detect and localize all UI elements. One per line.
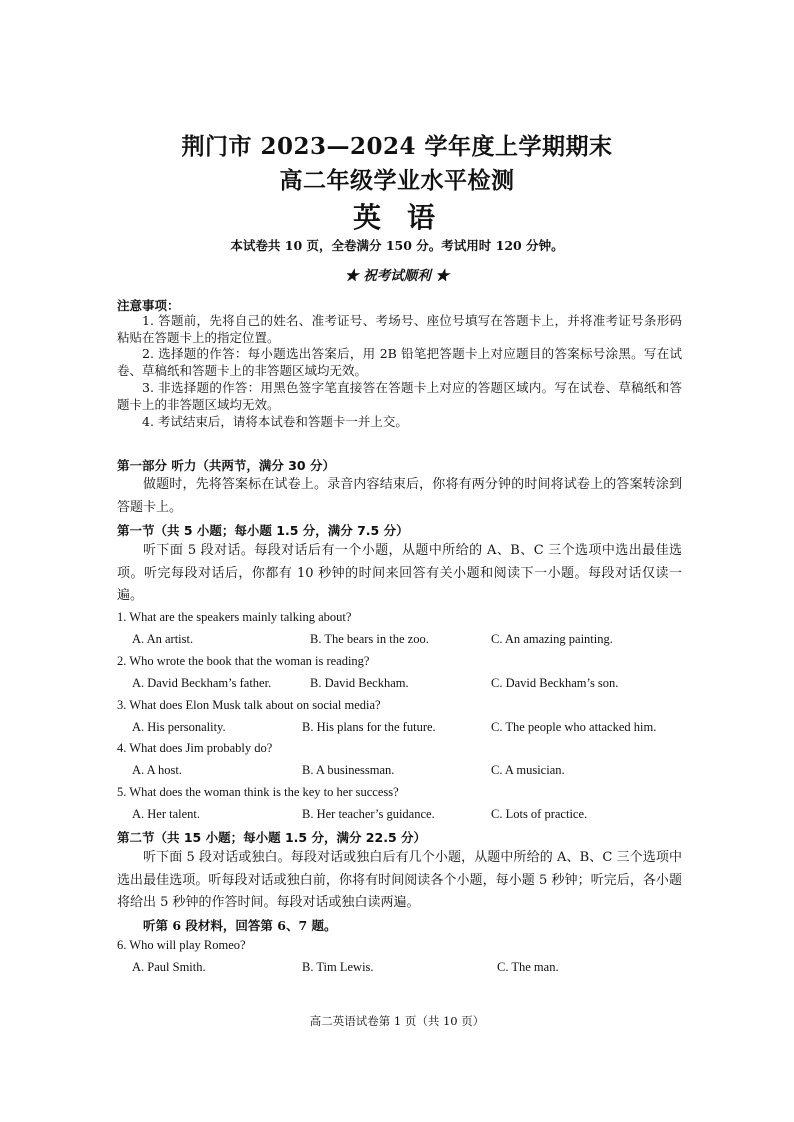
question-4-option-c: C. A musician.: [491, 763, 565, 777]
question-3-option-c: C. The people who attacked him.: [491, 720, 657, 734]
note-item-3: 3. 非选择题的作答：用黑色签字笔直接答在答题卡上对应的答题区域内。写在试卷、草稿纸和答题卡上的非答题区域均无效。: [117, 380, 682, 412]
subject-title: 英语: [352, 201, 461, 234]
notes-heading: 注意事项：: [117, 298, 180, 313]
exam-title-line2: 高二年级学业水平检测: [279, 167, 515, 194]
question-4-stem: 4. What does Jim probably do?: [117, 741, 273, 755]
exam-info: 本试卷共 10 页，全卷满分 150 分。考试用时 120 分钟。: [230, 238, 564, 253]
question-1-option-b: B. The bears in the zoo.: [310, 632, 429, 646]
question-2-option-a: A. David Beckham’s father.: [132, 676, 272, 690]
section2-heading: 第二节（共 15 小题；每小题 1.5 分，满分 22.5 分）: [117, 830, 426, 845]
question-1-option-c: C. An amazing painting.: [491, 632, 613, 646]
question-2-option-b: B. David Beckham.: [310, 676, 409, 690]
question-4-option-b: B. A businessman.: [302, 763, 395, 777]
question-6-option-b: B. Tim Lewis.: [302, 960, 374, 974]
part1-intro: 做题时，先将答案标在试卷上。录音内容结束后，你将有两分钟的时间将试卷上的答案转涂到答题卡上。: [117, 477, 682, 515]
note-item-4: 4. 考试结束后，请将本试卷和答题卡一并上交。: [142, 414, 408, 429]
section2-intro: 听下面 5 段对话或独白。每段对话或独白后有几个小题，从题中所给的 A、B、C 三个选项中选出最佳选项。听每段对话或独白前，你将有时间阅读各个小题，每小题 5 秒钟；听完后，各小题将给出 5 秒钟的作答时间。每段对话或独白读两遍。: [117, 850, 682, 910]
question-5-option-a: A. Her talent.: [132, 807, 201, 821]
question-4-option-a: A. A host.: [132, 763, 183, 777]
question-6-option-c: C. The man.: [497, 960, 559, 974]
question-5-option-c: C. Lots of practice.: [491, 807, 588, 821]
question-3-option-b: B. His plans for the future.: [302, 720, 436, 734]
question-3-option-a: A. His personality.: [132, 720, 226, 734]
question-1-stem: 1. What are the speakers mainly talking about?: [117, 610, 352, 624]
good-luck-wish: ★ 祝考试顺利 ★: [345, 268, 449, 284]
question-6-option-a: A. Paul Smith.: [132, 960, 206, 974]
question-1-option-a: A. An artist.: [132, 632, 194, 646]
exam-title-line1: 荆门市 2023—2024 学年度上学期期末: [181, 133, 613, 160]
question-3-stem: 3. What does Elon Musk talk about on social media?: [117, 698, 381, 712]
section2-instruction: 听第 6 段材料，回答第 6、7 题。: [143, 918, 337, 933]
part1-heading: 第一部分 听力（共两节，满分 30 分）: [117, 458, 335, 473]
page-footer: 高二英语试卷第 1 页（共 10 页）: [309, 1014, 485, 1028]
note-item-1: 1. 答题前，先将自己的姓名、准考证号、考场号、座位号填写在答题卡上，并将准考证号条形码粘贴在答题卡上的指定位置。: [117, 313, 682, 345]
question-5-stem: 5. What does the woman think is the key to her success?: [117, 785, 399, 799]
section1-heading: 第一节（共 5 小题；每小题 1.5 分，满分 7.5 分）: [117, 523, 409, 538]
question-2-stem: 2. Who wrote the book that the woman is reading?: [117, 654, 370, 668]
question-6-stem: 6. Who will play Romeo?: [117, 938, 246, 952]
question-2-option-c: C. David Beckham’s son.: [491, 676, 619, 690]
section1-intro: 听下面 5 段对话。每段对话后有一个小题，从题中所给的 A、B、C 三个选项中选出最佳选项。听完每段对话后，你都有 10 秒钟的时间来回答有关小题和阅读下一小题。每段对话仅读一遍。: [117, 543, 682, 603]
note-item-2: 2. 选择题的作答：每小题选出答案后，用 2B 铅笔把答题卡上对应题目的答案标号涂黑。写在试卷、草稿纸和答题卡上的非答题区域均无效。: [117, 346, 682, 378]
question-5-option-b: B. Her teacher’s guidance.: [302, 807, 435, 821]
